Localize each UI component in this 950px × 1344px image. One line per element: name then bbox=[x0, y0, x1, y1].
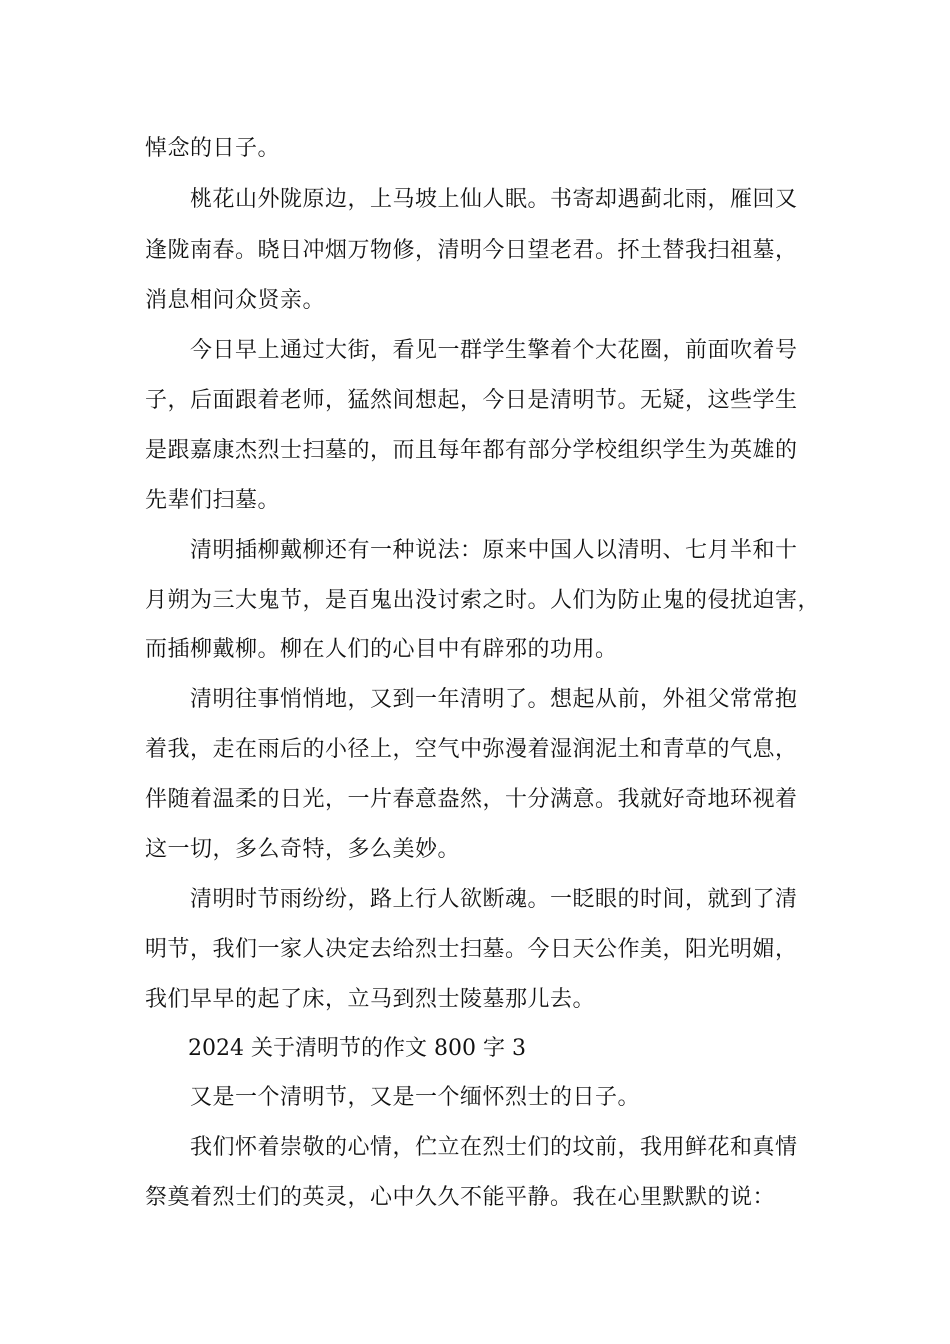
text-line: 是跟嘉康杰烈士扫墓的，而且每年都有部分学校组织学生为英雄的 bbox=[145, 438, 798, 463]
text-line: 清明插柳戴柳还有一种说法：原来中国人以清明、七月半和十 bbox=[190, 538, 798, 563]
text-line: 我们早早的起了床，立马到烈士陵墓那儿去。 bbox=[145, 987, 596, 1012]
text-line: 月朔为三大鬼节，是百鬼出没讨索之时。人们为防止鬼的侵扰迫害， bbox=[145, 588, 821, 613]
text-line: 逢陇南春。晓日冲烟万物修，清明今日望老君。抔土替我扫祖墓， bbox=[145, 238, 798, 263]
text-line: 这一切，多么奇特，多么美妙。 bbox=[145, 837, 461, 862]
text-line: 消息相问众贤亲。 bbox=[145, 288, 326, 313]
text-line: 我们怀着崇敬的心情，伫立在烈士们的坟前，我用鲜花和真情 bbox=[190, 1135, 798, 1160]
text-line: 伴随着温柔的日光，一片春意盎然，十分满意。我就好奇地环视着 bbox=[145, 787, 798, 812]
text-line: 先辈们扫墓。 bbox=[145, 488, 281, 513]
text-line: 又是一个清明节，又是一个缅怀烈士的日子。 bbox=[190, 1085, 641, 1110]
text-line: 悼念的日子。 bbox=[145, 136, 281, 161]
text-line: 桃花山外陇原边，上马坡上仙人眠。书寄却遇蓟北雨，雁回又 bbox=[190, 187, 798, 212]
text-line: 今日早上通过大街，看见一群学生擎着个大花圈，前面吹着号 bbox=[190, 338, 798, 363]
text-line: 着我，走在雨后的小径上，空气中弥漫着湿润泥土和青草的气息， bbox=[145, 737, 798, 762]
text-line: 子，后面跟着老师，猛然间想起，今日是清明节。无疑，这些学生 bbox=[145, 388, 798, 413]
text-line: 清明往事悄悄地，又到一年清明了。想起从前，外祖父常常抱 bbox=[190, 687, 798, 712]
text-line: 而插柳戴柳。柳在人们的心目中有辟邪的功用。 bbox=[145, 637, 618, 662]
text-line: 明节，我们一家人决定去给烈士扫墓。今日天公作美，阳光明媚， bbox=[145, 937, 798, 962]
text-line: 清明时节雨纷纷，路上行人欲断魂。一眨眼的时间，就到了清 bbox=[190, 887, 798, 912]
section-heading: 2024 关于清明节的作文 800 字 3 bbox=[188, 1036, 526, 1061]
text-line: 祭奠着烈士们的英灵，心中久久不能平静。我在心里默默的说： bbox=[145, 1185, 776, 1210]
